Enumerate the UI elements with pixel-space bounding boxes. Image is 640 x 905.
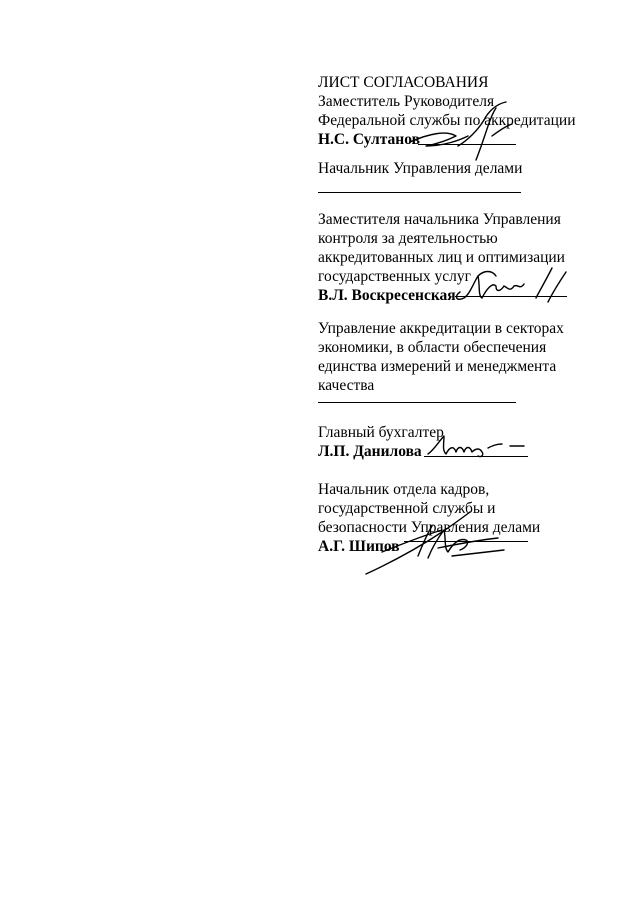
position-line: Заместитель Руководителя (318, 93, 495, 110)
position-line: Главный бухгалтер (318, 424, 444, 441)
position-line: государственных услуг (318, 268, 471, 285)
position-line: контроля за деятельностью (318, 230, 498, 247)
position-line: государственной службы и (318, 500, 496, 517)
approval-section-accreditation (318, 319, 618, 395)
handwritten-signature (452, 262, 572, 308)
signatory-name: В.Л. Воскресенская (318, 287, 456, 304)
signature-line (318, 192, 521, 193)
handwritten-signature (362, 508, 512, 580)
signatory-name: Н.С. Султанов (318, 131, 420, 148)
position-line: Федеральной службы по аккредитации (318, 112, 576, 129)
position-line: экономики, в области обеспечения (318, 339, 547, 356)
position-line: Начальник отдела кадров, (318, 481, 490, 498)
signatory-name: А.Г. Шипов (318, 538, 400, 555)
handwritten-signature (424, 432, 534, 462)
document-title: ЛИСТ СОГЛАСОВАНИЯ (318, 74, 489, 91)
position-line: безопасности Управления делами (318, 519, 541, 536)
handwritten-signature (408, 100, 518, 164)
approval-section-admin (318, 159, 618, 178)
position-line: Заместителя начальника Управления (318, 211, 561, 228)
position-line: качества (318, 377, 375, 394)
signature-line (318, 402, 516, 403)
signatory-name: Л.П. Данилова (318, 443, 422, 460)
position-line: единства измерений и менеджмента (318, 358, 557, 375)
position-line: Управление аккредитации в секторах (318, 320, 564, 337)
position-line: Начальник Управления делами (318, 160, 523, 177)
position-line: аккредитованных лиц и оптимизации (318, 249, 565, 266)
